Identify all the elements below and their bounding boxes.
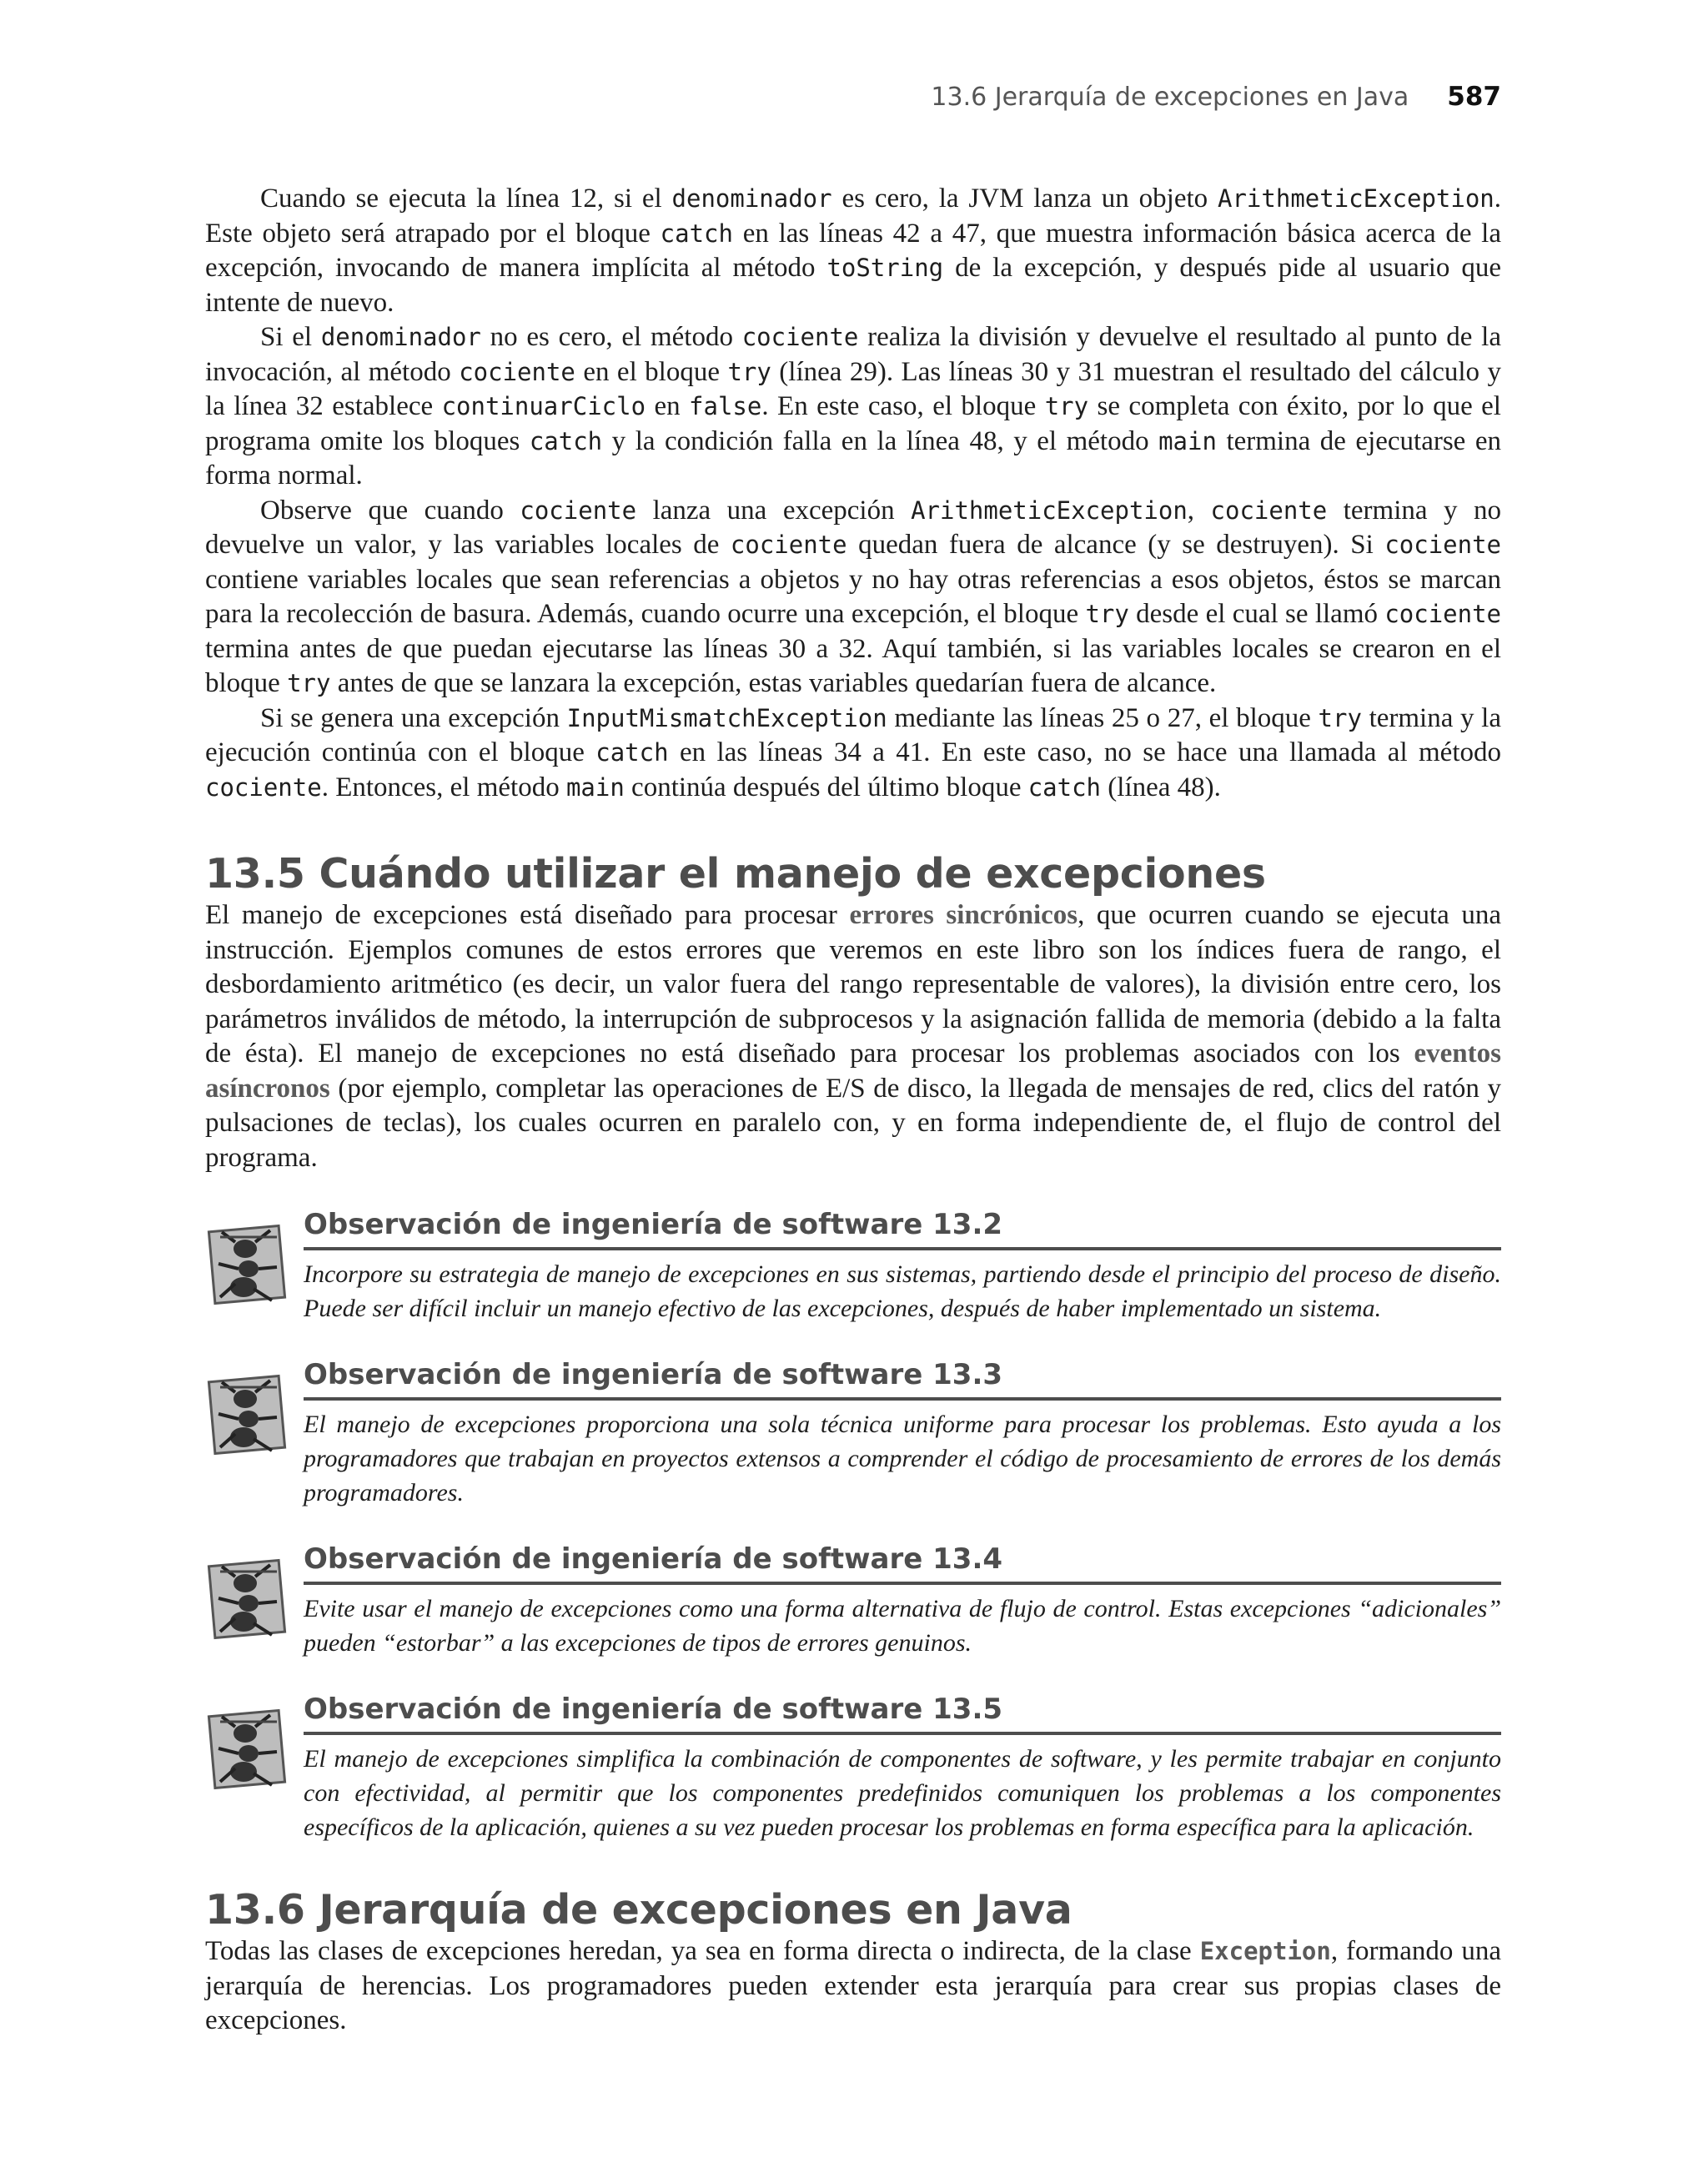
observation-list [205, 1207, 1501, 1844]
intro-paragraph-3: Observe que cuando cociente lanza una excepción ArithmeticException, cociente termina y no devuelve un valor, y las variables locales de cociente quedan fuera de alcance (y se destruyen). Si cociente contiene variables locales que sean referencias a objetos y no hay otras referencias a esos objetos, éstos se marcan para la recolección de basura. Además, cuando ocurre una excepción, el bloque try desde el cual se llamó cociente termina antes de que puedan ejecutarse las líneas 30 a 32. Aquí también, si las variables locales se crearon en el bloque try antes de que se lanzara la excepción, estas variables quedarían fuera de alcance. [205, 495, 1502, 698]
term-errores-sincronicos: errores sincrónicos [849, 900, 1078, 930]
intro-paragraph-1: Cuando se ejecuta la línea 12, si el denominador es cero, la JVM lanza un objeto ArithmeticException. Este objeto será atrapado por el bloque catch en las líneas 42 a 47, que muestra información básica acerca de la excepción, invocando de manera implícita al método toString de la excepción, y después pide al usuario que intente de nuevo. [205, 184, 1501, 318]
page-content [205, 182, 1501, 2039]
observation-title: Observación de ingeniería de software 13.4 [304, 1542, 1501, 1585]
running-head-title: 13.6 Jerarquía de excepciones en Java [931, 83, 1409, 112]
observation-box [205, 1692, 1501, 1844]
software-engineering-ant-icon [205, 1702, 289, 1792]
code-catch: catch [660, 219, 733, 248]
observation-text: Evite usar el manejo de excepciones como una forma alternativa de flujo de control. Estas excepciones “adicionales” pueden “estorbar” a las excepciones de tipos de errores genuinos. [304, 1595, 1501, 1657]
observation-box [205, 1207, 1501, 1325]
section-heading-13-5: 13.5 Cuándo utilizar el manejo de excepciones [205, 850, 1266, 898]
code-tostring: toString [826, 254, 944, 282]
section-13-6-paragraph: Todas las clases de excepciones heredan, ya sea en forma directa o indirecta, de la clase Exception, formando una jerarquía de herencias. Los programadores pueden extender esta jerarquía para crear sus propias clases de excepciones. [205, 1936, 1501, 2035]
observation-title: Observación de ingeniería de software 13.3 [304, 1357, 1501, 1401]
software-engineering-ant-icon [205, 1552, 289, 1642]
software-engineering-ant-icon [205, 1367, 289, 1457]
section-13-5-paragraph: El manejo de excepciones está diseñado para procesar errores sincrónicos, que ocurren cuando se ejecuta una instrucción. Ejemplos comunes de estos errores que veremos en este libro son los índices fuera de rango, el desbordamiento aritmético (es decir, un valor fuera del rango representable de valores), la división entre cero, los parámetros inválidos de método, la interrupción de subprocesos y la asignación fallida de memoria (debido a la falta de ésta). El manejo de excepciones no está diseñado para procesar los problemas asociados con los eventos asíncronos (por ejemplo, completar las operaciones de E/S de disco, la llegada de mensajes de red, clics del ratón y pulsaciones de teclas), los cuales ocurren en paralelo con, y en forma independiente de, el flujo de control del programa. [205, 900, 1501, 1173]
page-number: 587 [1447, 82, 1501, 112]
observation-box [205, 1357, 1501, 1510]
observation-text: Incorpore su estrategia de manejo de excepciones en sus sistemas, partiendo desde el principio del proceso de diseño. Puede ser difícil incluir un manejo efectivo de las excepciones, después de haber implementado un sistema. [304, 1260, 1501, 1322]
software-engineering-ant-icon [205, 1217, 289, 1307]
section-heading-13-6: 13.6 Jerarquía de excepciones en Java [205, 1886, 1073, 1934]
code-exception: Exception [1199, 1937, 1331, 1965]
observation-text: El manejo de excepciones proporciona una sola técnica uniforme para procesar los problemas. Esto ayuda a los programadores que trabajan en proyectos extensos a comprender el código de procesamiento de errores de los demás programadores. [304, 1411, 1501, 1506]
code-arithmeticexception: ArithmeticException [1218, 184, 1494, 213]
term-eventos-asincronos: eventos asíncronos [205, 1039, 1501, 1104]
observation-title: Observación de ingeniería de software 13.2 [304, 1207, 1501, 1250]
observation-text: El manejo de excepciones simplifica la combinación de componentes de software, y les permite trabajar en conjunto con efectividad, al permitir que los componentes predefinidos comuniquen los problemas a los componentes específicos de la aplicación, quienes a su vez pueden procesar los problemas en forma específica para la aplicación. [304, 1745, 1501, 1841]
observation-title: Observación de ingeniería de software 13.5 [304, 1692, 1501, 1735]
observation-box [205, 1542, 1501, 1660]
code-denominador: denominador [671, 184, 832, 213]
running-head [931, 82, 1501, 112]
intro-paragraph-4: Si se genera una excepción InputMismatchException mediante las líneas 25 o 27, el bloque try termina y la ejecución continúa con el bloque catch en las líneas 34 a 41. En este caso, no se hace una llamada al método cociente. Entonces, el método main continúa después del último bloque catch (línea 48). [205, 702, 1501, 802]
intro-paragraph-2: Si el denominador no es cero, el método cociente realiza la división y devuelve el resultado al punto de la invocación, al método cociente en el bloque try (línea 29). Las líneas 30 y 31 muestran el resultado del cálculo y la línea 32 establece continuarCiclo en false. En este caso, el bloque try se completa con éxito, por lo que el programa omite los bloques catch y la condición falla en la línea 48, y el método main termina de ejecutarse en forma normal. [205, 322, 1501, 490]
